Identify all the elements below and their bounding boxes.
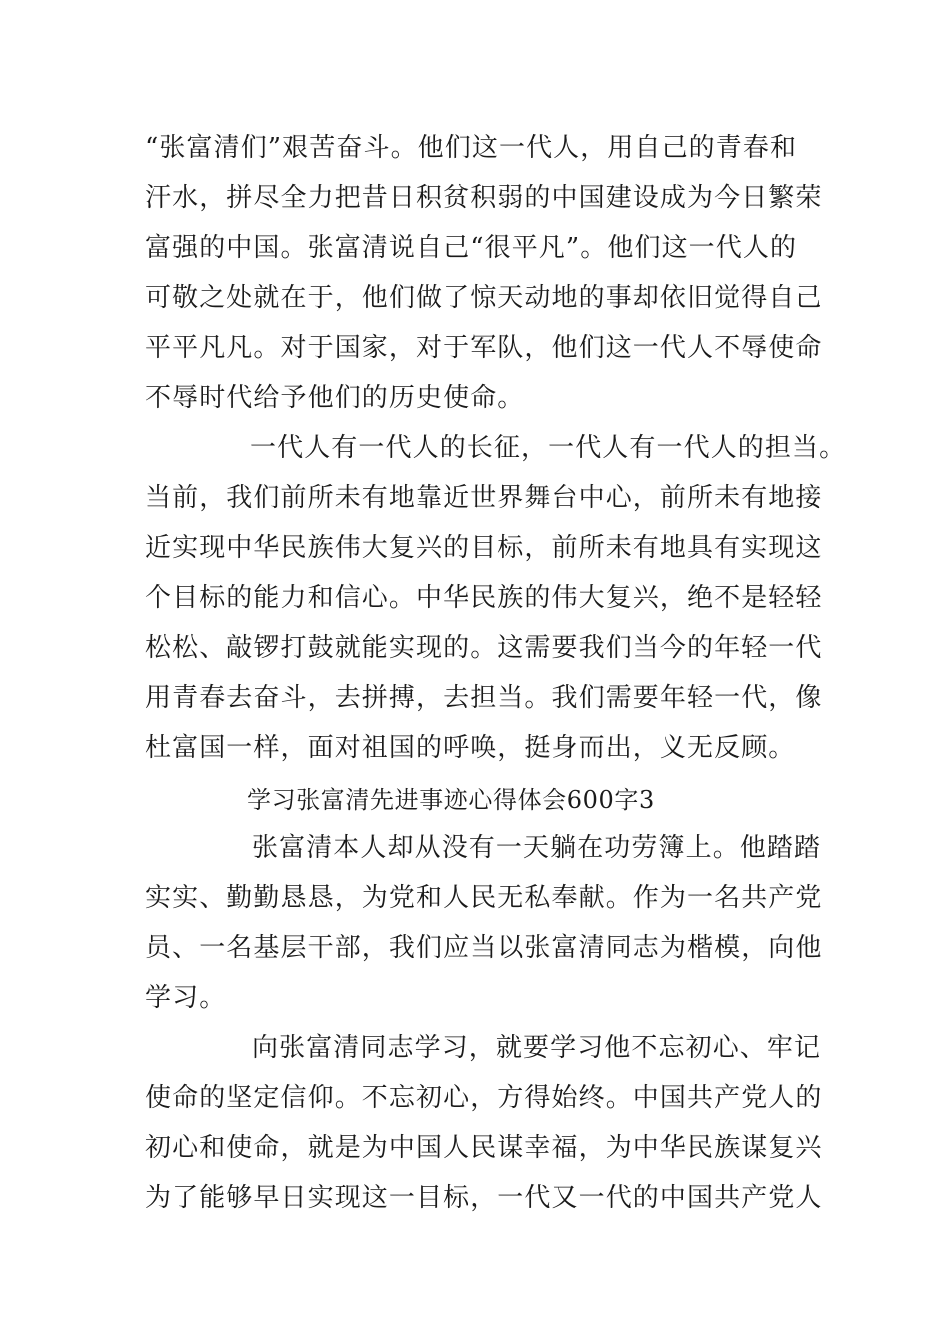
- text-line: 初心和使命，就是为中国人民谋幸福，为中华民族谋复兴: [145, 1133, 823, 1163]
- text-line: 张富清本人却从没有一天躺在功劳簿上。他踏踏: [252, 833, 822, 863]
- text-line: 平平凡凡。对于国家，对于军队，他们这一代人不辱使命: [145, 333, 823, 363]
- text-line: 汗水，拼尽全力把昔日积贫积弱的中国建设成为今日繁荣: [145, 183, 823, 213]
- text-line: 个目标的能力和信心。中华民族的伟大复兴，绝不是轻轻: [145, 583, 823, 613]
- text-line: 可敬之处就在于，他们做了惊天动地的事却依旧觉得自己: [145, 283, 823, 313]
- text-line: 富强的中国。张富清说自己“很平凡”。他们这一代人的: [145, 233, 798, 263]
- text-line: 使命的坚定信仰。不忘初心，方得始终。中国共产党人的: [145, 1083, 823, 1113]
- text-line: 当前，我们前所未有地靠近世界舞台中心，前所未有地接: [145, 483, 823, 513]
- text-line: 为了能够早日实现这一目标，一代又一代的中国共产党人: [145, 1183, 823, 1213]
- text-line: 松松、敲锣打鼓就能实现的。这需要我们当今的年轻一代: [145, 633, 823, 663]
- section-heading: 学习张富清先进事迹心得体会600字3: [247, 786, 655, 814]
- text-line: 学习。: [145, 983, 227, 1013]
- text-line: 近实现中华民族伟大复兴的目标，前所未有地具有实现这: [145, 533, 823, 563]
- text-line: “张富清们”艰苦奋斗。他们这一代人，用自己的青春和: [145, 133, 798, 163]
- text-line: 杜富国一样，面对祖国的呼唤，挺身而出，义无反顾。: [145, 733, 796, 763]
- text-line: 向张富清同志学习，就要学习他不忘初心、牢记: [252, 1033, 822, 1063]
- text-line: 员、一名基层干部，我们应当以张富清同志为楷模，向他: [145, 933, 823, 963]
- text-line: 一代人有一代人的长征，一代人有一代人的担当。: [250, 433, 847, 463]
- text-line: 不辱时代给予他们的历史使命。: [145, 383, 525, 413]
- text-line: 用青春去奋斗，去拼搏，去担当。我们需要年轻一代，像: [145, 683, 823, 713]
- text-line: 实实、勤勤恳恳，为党和人民无私奉献。作为一名共产党: [145, 883, 823, 913]
